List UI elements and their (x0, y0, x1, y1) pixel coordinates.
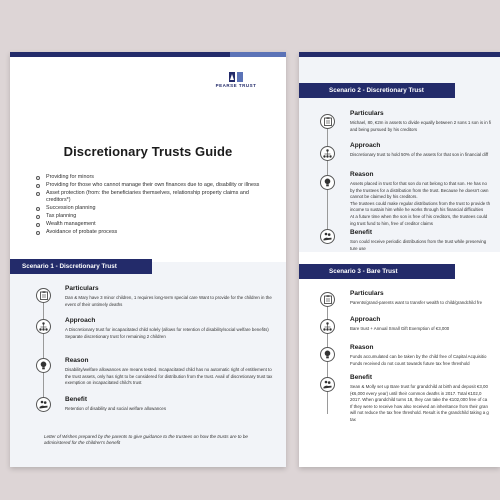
section-heading: Particulars (350, 290, 384, 297)
logo (212, 72, 260, 88)
bullet-circle-icon (36, 184, 40, 188)
section-heading: Reason (350, 344, 374, 351)
hand-coins-icon (36, 397, 51, 412)
hand-coins-icon (320, 229, 335, 244)
section-heading: Reason (350, 171, 374, 178)
bullet-circle-icon (36, 192, 40, 196)
page-left (10, 52, 286, 467)
scenario-1-header: Scenario 1 - Discretionary Trust (10, 259, 152, 274)
bullet-circle-icon (36, 223, 40, 227)
list-item: Avoidance of probate process (36, 229, 268, 236)
purpose-list (36, 174, 268, 237)
section-body: Michael, 80, €2m in assets to divide equally between 2 sons 1 son is in fi and being pursued by his creditors (350, 120, 492, 132)
section-body: Parents/grand-parents want to transfer wealth to child/grandchild fre (350, 300, 483, 305)
list-item: Succession planning (36, 205, 268, 212)
section-body: Sean & Molly set up Bare trust for grandchild at birth and deposit €3,00 (€6,000 every year) until their common deaths in 2017. Total €102,0 2017. When grandchild turns 18, they can take the €102,000 free of ca If they were to receive how also received an inheritance from their gran will not reduce the tax free threshold. Result is the grandchild taking a g tax (350, 384, 489, 422)
section-body: Assets placed in trust for that son do not belong to that son. He has no by the trustees for a distribution from the trust. Because he doesn't own cannot be claimed by his creditors. The trustees could make regular distributions from the trust to provide th income to sustain him while he works through his financial difficulties At a future time when the son is free of his creditors, the trustees could ing trust fund to him, free of creditor claims (350, 181, 491, 226)
page-right (299, 52, 500, 467)
clipboard-icon (320, 114, 335, 129)
list-item: Providing for minors (36, 174, 268, 181)
scenario-2-header: Scenario 2 - Discretionary Trust (299, 83, 455, 98)
section-body: Bare trust + Annual Small Gift Exemption of €3,000 (350, 326, 450, 331)
section-heading: Approach (350, 316, 381, 323)
top-stripe-accent (230, 52, 286, 57)
section-body: Son could receive periodic distributions from the trust while preserving ture use (350, 239, 487, 251)
section-heading: Particulars (350, 110, 384, 117)
section-body: Dan & Mary have 3 minor children, 1 requires long-term special care Want to provide for the children in the event of their untimely deaths (65, 295, 272, 307)
scenario-3-header: Scenario 3 - Bare Trust (299, 264, 455, 279)
page-title: Discretionary Trusts Guide (63, 144, 233, 159)
bullet-circle-icon (36, 176, 40, 180)
clipboard-icon (36, 288, 51, 303)
section-heading: Approach (65, 317, 96, 324)
section-body: Retention of disability and social welfare allowances (65, 406, 167, 411)
section-heading: Approach (350, 142, 381, 149)
list-item: Tax planning (36, 213, 268, 220)
section-heading: Reason (65, 357, 89, 364)
section-body: Funds accumulated can be taken by the child free of Capital Acquisitio Funds received do not count towards future tax free threshold (350, 354, 487, 366)
letter-of-wishes-note: Letter of Wishes prepared by the parents to give guidance to the trustees on how the trusts are to be administered for the children's benefit (44, 434, 248, 446)
list-item: Wealth management (36, 221, 268, 228)
section-heading: Benefit (350, 374, 373, 381)
clipboard-icon (320, 292, 335, 307)
section-heading: Benefit (65, 396, 88, 403)
bullet-circle-icon (36, 207, 40, 211)
network-icon (36, 319, 51, 334)
lightbulb-icon (320, 347, 335, 362)
section-heading: Particulars (65, 285, 99, 292)
section-body: Disability/welfare allowances are means tested. Incapacitated child has no automatic right of entitlement to the trust assets, only has right to be considered for distribution from the trust. Avail of discretionary trust tax exemption on incapacitated child's trust (65, 367, 273, 386)
list-item: Providing for those who cannot manage their own finances due to age, disability or illness (36, 182, 268, 189)
section-body: A Discretionary trust for incapacitated child solely (allows for retention of disability/social welfare benefits) Separate discretionary trust for remaining 2 children (65, 327, 269, 339)
network-icon (320, 146, 335, 161)
section-body: Discretionary trust to hold 50% of the assets for that son in financial diff (350, 152, 489, 157)
hand-coins-icon (320, 377, 335, 392)
section-heading: Benefit (350, 229, 373, 236)
logo-mark-icon (229, 72, 243, 82)
bullet-circle-icon (36, 231, 40, 235)
lightbulb-icon (36, 358, 51, 373)
bullet-circle-icon (36, 215, 40, 219)
network-icon (320, 319, 335, 334)
logo-text: PEARSE TRUST (215, 83, 257, 88)
list-item: Asset protection (from: the beneficiaries themselves, relationship property claims and creditors*) (36, 190, 268, 205)
lightbulb-icon (320, 175, 335, 190)
timeline-line (43, 295, 44, 407)
